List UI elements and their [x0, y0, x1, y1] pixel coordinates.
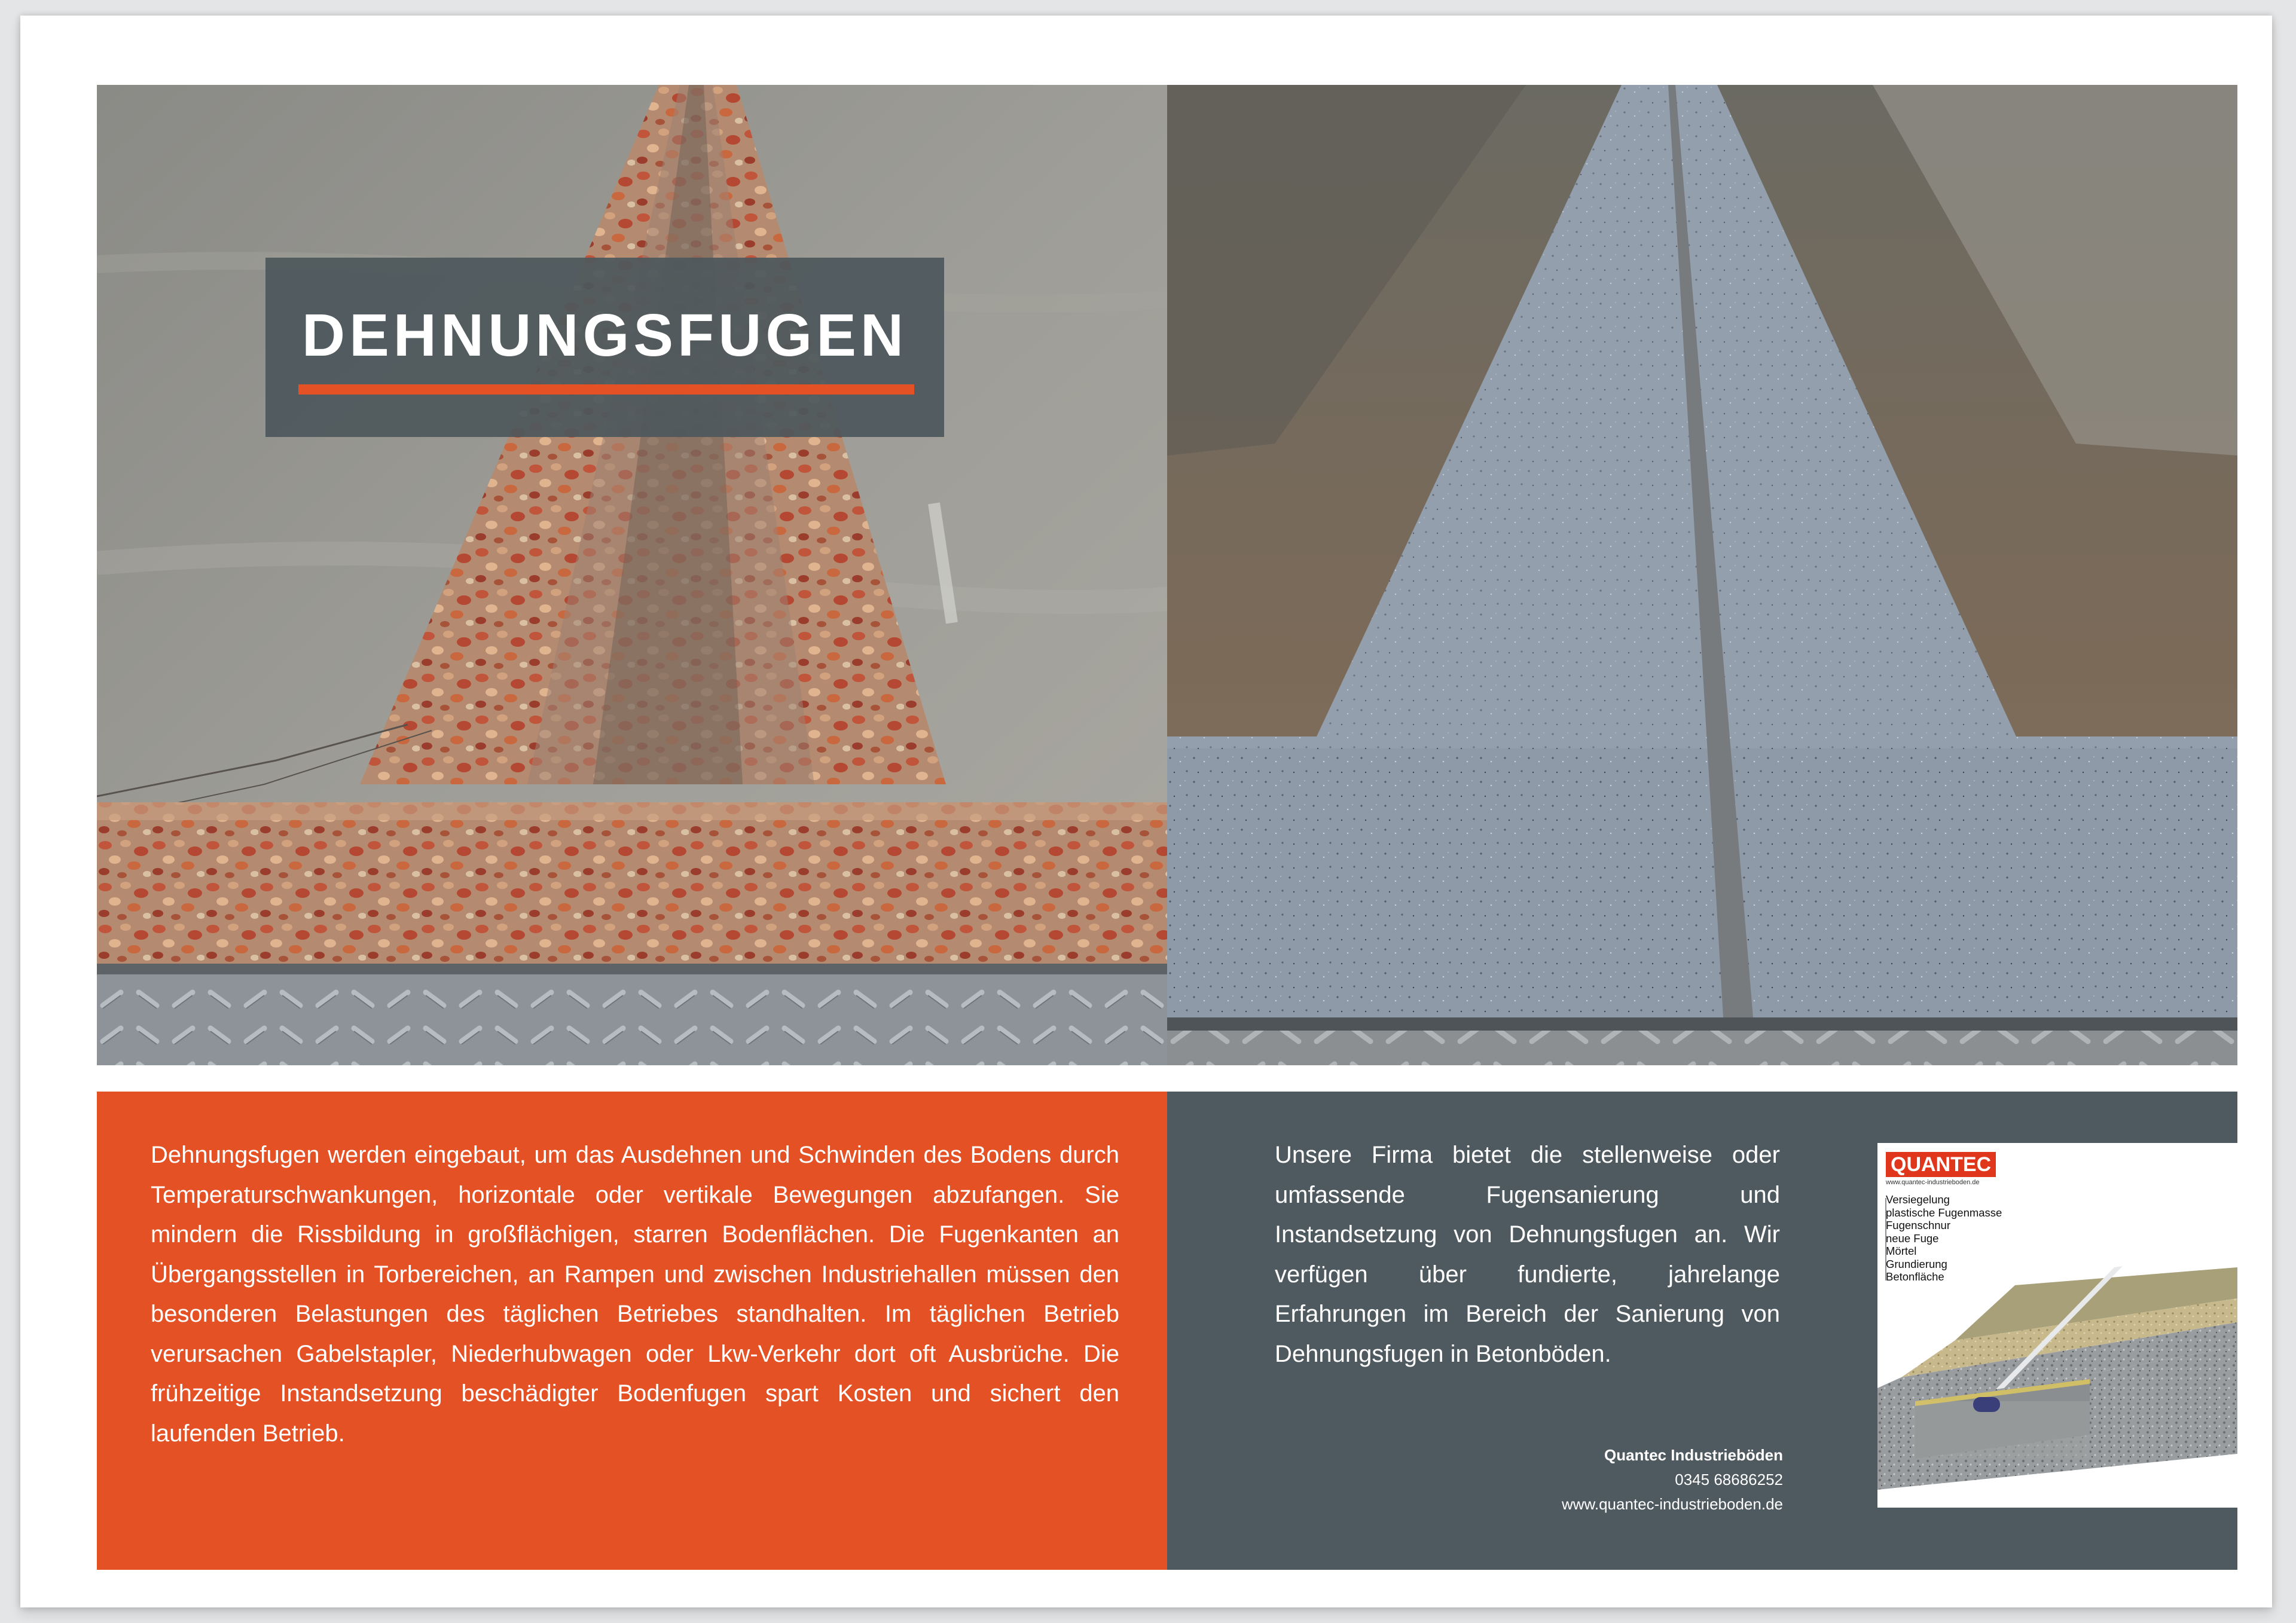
logo-url: www.quantec-industrieboden.de	[1886, 1179, 1980, 1186]
diagram-legend	[1886, 1193, 2002, 1283]
phone-number: 0345 68686252	[1675, 1471, 1783, 1488]
legend-item: neue Fuge	[1886, 1231, 1939, 1245]
joint-cross-section-diagram	[1877, 1143, 2237, 1508]
contact-block	[1466, 1443, 1783, 1517]
renovated-joint-illustration	[1167, 85, 2237, 1065]
legend-item: Betonfläche	[1886, 1270, 1944, 1283]
intro-panel	[97, 1092, 1167, 1570]
company-name: Quantec Industrieböden	[1604, 1446, 1783, 1464]
title-banner	[265, 258, 944, 437]
intro-text: Dehnungsfugen werden eingebaut, um das Ausdehnen und Schwinden des Bodens durch Temperaturschwankungen, horizontale oder vertikale Bewegungen abzufangen. Sie mindern die Rissbildung in großflächigen, starren Bodenflächen. Die Fugenkanten an Übergangsstellen in Torbereichen, an Rampen und zwischen Industriehallen müssen den besonderen Belastungen des täglichen Betriebes standhalten. Im täglichen Betrieb verursachen Gabelstapler, Niederhubwagen oder Lkw-Verkehr dort oft Ausbrüche. Die frühzeitige Instandsetzung beschädigter Bodenfugen spart Kosten und sichert den laufenden Betrieb.	[151, 1142, 1119, 1447]
legend-item: Fugenschnur	[1886, 1219, 1950, 1231]
damaged-joint-illustration	[97, 85, 1167, 1065]
title-underline	[298, 384, 914, 395]
legend-item: Versiegelung	[1886, 1193, 1950, 1206]
flyer-page	[20, 16, 2272, 1607]
company-text: Unsere Firma bietet die stellenweise oder umfassende Fugensanierung und Instandsetzung von Dehnungsfugen an. Wir verfügen über fundierte, jahrelange Erfahrungen im Bereich der Sanierung von Dehnungsfugen in Betonböden.	[1275, 1142, 1780, 1367]
legend-item: Grundierung	[1886, 1257, 1947, 1270]
damaged-joint-photo	[97, 85, 1167, 1065]
renovated-joint-photo	[1167, 85, 2237, 1065]
website-link[interactable]: www.quantec-industrieboden.de	[1561, 1495, 1783, 1513]
quantec-logo: QUANTEC	[1886, 1152, 1996, 1177]
page-title: DEHNUNGSFUGEN	[301, 302, 908, 369]
legend-item: plastische Fugenmasse	[1886, 1206, 2002, 1219]
legend-item: Mörtel	[1886, 1245, 1917, 1257]
